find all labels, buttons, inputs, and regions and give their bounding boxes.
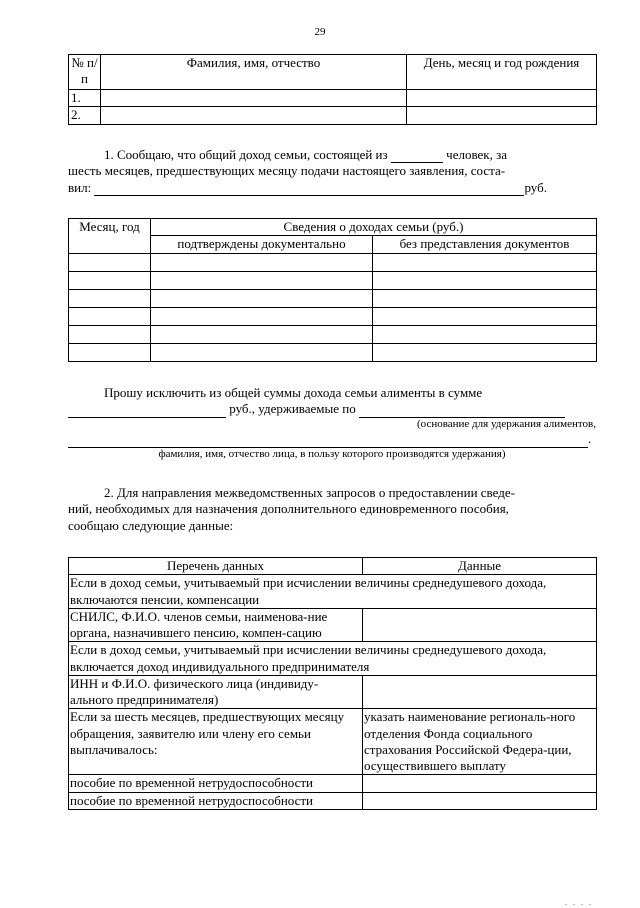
month-cell[interactable] <box>69 289 151 307</box>
alimony-note-1: (основание для удержания алиментов, <box>417 417 596 430</box>
confirmed-header: подтверждены документально <box>151 236 373 253</box>
table-row <box>69 675 597 709</box>
without-docs-header: без представления документов <box>373 236 597 253</box>
income-amount-field[interactable] <box>94 195 524 196</box>
confirmed-cell[interactable] <box>151 325 373 343</box>
income-statement <box>68 147 596 196</box>
confirmed-cell[interactable] <box>151 253 373 271</box>
persons-table <box>68 54 597 125</box>
table-row <box>69 575 597 609</box>
col-name-header: Фамилия, имя, отчество <box>101 55 407 90</box>
table-row <box>69 90 597 107</box>
request-text-3: сообщаю следующие данные: <box>68 517 234 533</box>
month-cell[interactable] <box>69 307 151 325</box>
table-row <box>69 307 597 325</box>
birthdate-cell[interactable] <box>407 90 597 107</box>
table-row <box>69 253 597 271</box>
data-header: Данные <box>363 558 597 575</box>
sick-leave-data-cell[interactable] <box>363 792 597 809</box>
income-text-4: вил: <box>68 179 92 195</box>
table-row <box>69 107 597 124</box>
sick-leave-data-cell[interactable] <box>363 775 597 792</box>
col-birthdate-header: День, месяц и год рождения <box>407 55 597 90</box>
confirmed-cell[interactable] <box>151 343 373 361</box>
sick-leave-label: пособие по временной нетрудоспособности <box>69 775 363 792</box>
without-docs-cell[interactable] <box>373 271 597 289</box>
table-row <box>69 642 597 676</box>
income-text-2: человек, за <box>446 147 508 162</box>
snils-label: СНИЛС, Ф.И.О. членов семьи, наименова-ние органа, назначившего пенсию, компен-сацию <box>69 608 363 642</box>
income-text-3: шесть месяцев, предшествующих месяцу подачи настоящего заявления, соста- <box>68 163 506 179</box>
table-row <box>69 775 597 792</box>
table-row <box>69 792 597 809</box>
entrepreneur-condition: Если в доход семьи, учитываемый при исчислении величины среднедушевого дохода, включается доход индивидуального предпринимателя <box>69 642 597 676</box>
without-docs-cell[interactable] <box>373 325 597 343</box>
name-cell[interactable] <box>101 90 407 107</box>
table-row <box>69 343 597 361</box>
without-docs-cell[interactable] <box>373 289 597 307</box>
sick-leave-label: пособие по временной нетрудоспособности <box>69 792 363 809</box>
income-text-5: руб. <box>524 179 547 195</box>
income-text-1: 1. Сообщаю, что общий доход семьи, состоящей из <box>104 147 388 162</box>
month-header: Месяц, год <box>69 219 151 254</box>
interdepartmental-request <box>68 485 596 534</box>
income-table <box>68 218 597 362</box>
alimony-statement: Прошу исключить из общей суммы дохода семьи алименты в сумме руб., удерживаемые по (основание для удержания алиментов, . фамилия, имя, отчество лица, в пользу которого производятся удержания) <box>68 385 596 461</box>
table-row <box>69 709 597 775</box>
without-docs-cell[interactable] <box>373 307 597 325</box>
row-number: 2. <box>69 107 101 124</box>
table-row <box>69 289 597 307</box>
confirmed-cell[interactable] <box>151 271 373 289</box>
table-row <box>69 608 597 642</box>
benefits-condition: Если за шесть месяцев, предшествующих месяцу обращения, заявителю или члену его семьи выплачивалось: <box>69 709 363 775</box>
month-cell[interactable] <box>69 253 151 271</box>
alimony-note-2: фамилия, имя, отчество лица, в пользу которого производятся удержания) <box>158 447 506 460</box>
scan-artifact: . . . . <box>565 898 593 907</box>
col-number-header: № п/п <box>69 55 101 90</box>
pension-condition: Если в доход семьи, учитываемый при исчислении величины среднедушевого дохода, включаются пенсии, компенсации <box>69 575 597 609</box>
month-cell[interactable] <box>69 325 151 343</box>
snils-data-cell[interactable] <box>363 608 597 642</box>
benefits-instruction: указать наименование региональ-ного отделения Фонда социального страхования Российской Федера-ции, осуществившего выплату <box>363 709 597 775</box>
month-cell[interactable] <box>69 271 151 289</box>
inn-data-cell[interactable] <box>363 675 597 709</box>
income-info-header: Сведения о доходах семьи (руб.) <box>151 219 597 236</box>
table-row <box>69 325 597 343</box>
alimony-text-1: Прошу исключить из общей суммы дохода семьи алименты в сумме <box>104 385 483 400</box>
name-cell[interactable] <box>101 107 407 124</box>
data-list-header: Перечень данных <box>69 558 363 575</box>
confirmed-cell[interactable] <box>151 307 373 325</box>
birthdate-cell[interactable] <box>407 107 597 124</box>
without-docs-cell[interactable] <box>373 253 597 271</box>
without-docs-cell[interactable] <box>373 343 597 361</box>
row-number: 1. <box>69 90 101 107</box>
alimony-amount-field[interactable] <box>68 417 226 418</box>
inn-label: ИНН и Ф.И.О. физического лица (индивиду-ального предпринимателя) <box>69 675 363 709</box>
month-cell[interactable] <box>69 343 151 361</box>
confirmed-cell[interactable] <box>151 289 373 307</box>
page-number: 29 <box>314 26 326 38</box>
request-text-2: ний, необходимых для назначения дополнительного единовременного пособия, <box>68 501 509 517</box>
data-list-table <box>68 557 597 810</box>
request-text-1: 2. Для направления межведомственных запросов о предоставлении сведе- <box>104 485 515 500</box>
alimony-text-2: руб., удерживаемые по <box>229 401 356 417</box>
table-row <box>69 271 597 289</box>
